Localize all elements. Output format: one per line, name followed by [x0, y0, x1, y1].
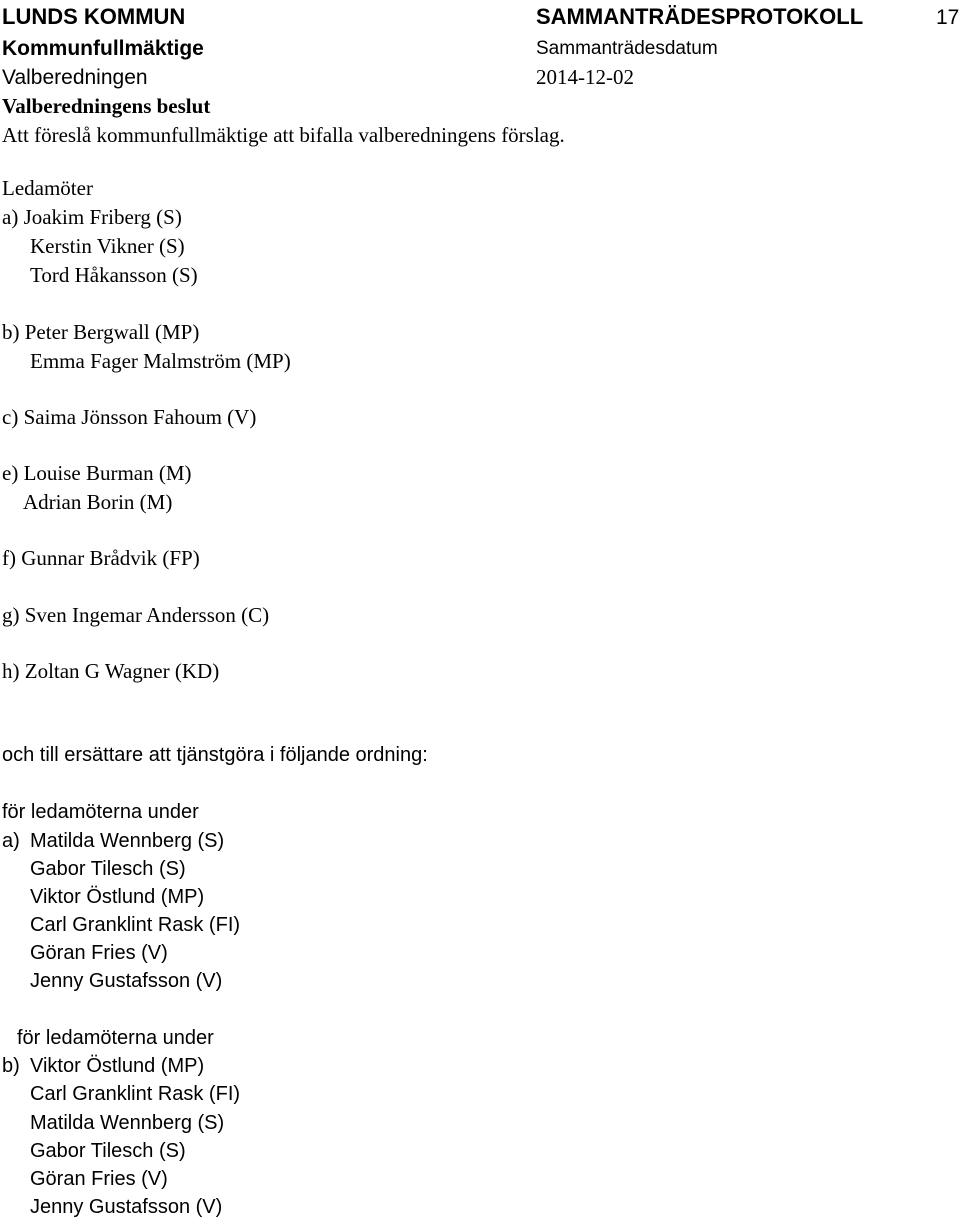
group-b-letter: b) [2, 1055, 20, 1077]
member-line: Tord Håkansson (S) [30, 263, 198, 287]
date-label: Sammanträdesdatum [536, 38, 718, 59]
member-line: Kerstin Vikner (S) [30, 234, 185, 258]
member-line: g) Sven Ingemar Andersson (C) [2, 603, 270, 627]
document-type: SAMMANTRÄDESPROTOKOLL [536, 4, 864, 29]
substitute-line: Jenny Gustafsson (V) [30, 1196, 223, 1218]
member-line: b) Peter Bergwall (MP) [2, 320, 200, 344]
member-line: h) Zoltan G Wagner (KD) [2, 659, 220, 683]
substitute-line: Göran Fries (V) [30, 1168, 168, 1190]
substitute-line: Gabor Tilesch (S) [30, 1140, 186, 1162]
substitute-line: Matilda Wennberg (S) [30, 830, 225, 852]
member-line: c) Saima Jönsson Fahoum (V) [2, 405, 257, 429]
member-line: f) Gunnar Brådvik (FP) [2, 546, 200, 570]
decision-text: Att föreslå kommunfullmäktige att bifalla valberedningens förslag. [2, 123, 565, 147]
substitute-line: Viktor Östlund (MP) [30, 1055, 205, 1077]
substitute-line: Göran Fries (V) [30, 942, 168, 964]
member-line: e) Louise Burman (M) [2, 461, 192, 485]
substitute-line: Viktor Östlund (MP) [30, 886, 205, 908]
decision-heading: Valberedningens beslut [2, 94, 211, 118]
group-a-label: för ledamöterna under [2, 801, 199, 823]
members-heading: Ledamöter [2, 176, 93, 200]
org-name: LUNDS KOMMUN [2, 4, 186, 29]
committee-name: Valberedningen [2, 66, 148, 89]
group-b-label: för ledamöterna under [17, 1027, 214, 1049]
substitute-line: Matilda Wennberg (S) [30, 1112, 225, 1134]
member-line: a) Joakim Friberg (S) [2, 205, 182, 229]
substitute-line: Gabor Tilesch (S) [30, 858, 186, 880]
page-number: 17 [936, 6, 960, 29]
group-a-letter: a) [2, 830, 20, 852]
body-name: Kommunfullmäktige [2, 37, 204, 60]
member-line: Emma Fager Malmström (MP) [30, 349, 291, 373]
meeting-date: 2014-12-02 [536, 65, 634, 89]
substitute-line: Jenny Gustafsson (V) [30, 970, 223, 992]
substitute-line: Carl Granklint Rask (FI) [30, 914, 241, 936]
member-line: Adrian Borin (M) [23, 490, 173, 514]
substitutes-intro: och till ersättare att tjänstgöra i följande ordning: [2, 744, 428, 766]
substitute-line: Carl Granklint Rask (FI) [30, 1083, 241, 1105]
